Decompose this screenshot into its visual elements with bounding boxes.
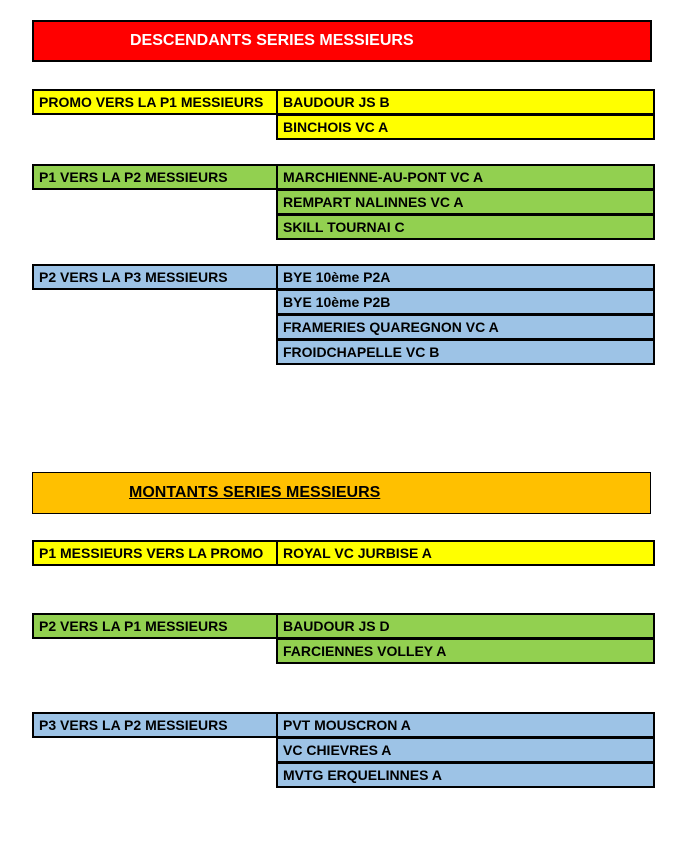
team-cell: BYE 10ème P2A bbox=[276, 264, 655, 290]
team-cell: MVTG ERQUELINNES A bbox=[276, 762, 655, 788]
team-cell: BINCHOIS VC A bbox=[276, 114, 655, 140]
montants-banner bbox=[32, 472, 651, 514]
team-cell: BAUDOUR JS D bbox=[276, 613, 655, 639]
descendants-banner bbox=[32, 20, 652, 62]
team-cell: FRAMERIES QUAREGNON VC A bbox=[276, 314, 655, 340]
descendants-title: DESCENDANTS SERIES MESSIEURS bbox=[130, 32, 414, 49]
team-cell: FARCIENNES VOLLEY A bbox=[276, 638, 655, 664]
team-cell: ROYAL VC JURBISE A bbox=[276, 540, 655, 566]
team-cell: REMPART NALINNES VC A bbox=[276, 189, 655, 215]
team-cell: FROIDCHAPELLE VC B bbox=[276, 339, 655, 365]
team-cell: VC CHIEVRES A bbox=[276, 737, 655, 763]
team-cell: BYE 10ème P2B bbox=[276, 289, 655, 315]
group-label-p2-p1: P2 VERS LA P1 MESSIEURS bbox=[32, 613, 278, 639]
group-label-p1-p2: P1 VERS LA P2 MESSIEURS bbox=[32, 164, 278, 190]
team-cell: PVT MOUSCRON A bbox=[276, 712, 655, 738]
montants-title: MONTANTS SERIES MESSIEURS bbox=[129, 484, 381, 501]
team-cell: BAUDOUR JS B bbox=[276, 89, 655, 115]
team-cell: SKILL TOURNAI C bbox=[276, 214, 655, 240]
group-label-promo-p1: PROMO VERS LA P1 MESSIEURS bbox=[32, 89, 278, 115]
team-cell: MARCHIENNE-AU-PONT VC A bbox=[276, 164, 655, 190]
group-label-p1-promo: P1 MESSIEURS VERS LA PROMO bbox=[32, 540, 278, 566]
group-label-p2-p3: P2 VERS LA P3 MESSIEURS bbox=[32, 264, 278, 290]
group-label-p3-p2: P3 VERS LA P2 MESSIEURS bbox=[32, 712, 278, 738]
